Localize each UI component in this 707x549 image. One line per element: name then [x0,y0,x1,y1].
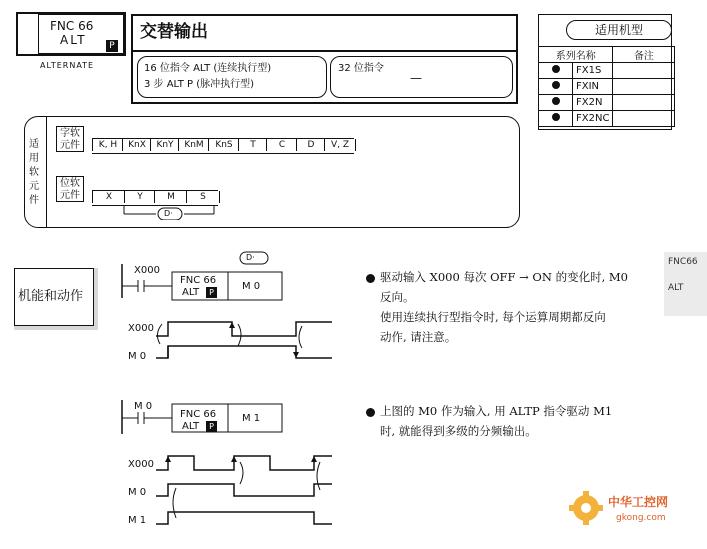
bullet2-line1: 上图的 M0 作为输入, 用 ALTP 指令驱动 M1 [380,404,613,418]
table-row [539,79,675,95]
model-name: FX2N [573,95,613,111]
word-cell: D [296,139,325,151]
p-badge: P [106,40,118,52]
word-cells [92,138,354,154]
bullet-dot-icon [366,408,375,417]
bit-cell: Y [124,191,155,203]
table-row [539,63,675,79]
operand-side-label: 适用软元件 [29,139,39,206]
model-name: FXIN [573,79,613,95]
inst16-line2: 3 步 ALT P (脉冲执行型) [144,79,255,90]
model-name: FX1S [573,63,613,79]
models-col-note: 备注 [613,47,675,63]
timing1-sig1: X000 [128,323,154,334]
bullet1-line3: 使用连续执行型指令时, 每个运算周期都反向 [380,310,606,324]
fnc-mnemonic: ALT [60,33,87,47]
bullet-dot-icon [366,274,375,283]
watermark-line1: 中华工控网 [608,495,669,509]
timing2-sig3: M 1 [128,515,147,526]
models-table [538,46,675,127]
operand-panel [24,116,520,228]
arrow-icon [238,324,241,346]
word-cell: KnM [178,139,209,151]
watermark-line2: gkong.com [616,513,666,523]
ladder1-operand: M 0 [242,281,261,292]
bullet1-line4: 动作, 请注意。 [380,330,457,344]
supported-dot-icon [552,97,560,105]
arrow-icon [157,324,162,344]
model-name: FX2NC [573,111,613,127]
models-title: 适用机型 [566,20,672,40]
ladder1-contact: X000 [134,265,160,276]
page-title: 交替输出 [140,22,208,42]
word-cell: T [238,139,267,151]
arrow-icon [299,326,302,348]
ladder1-marker: D· [246,253,255,262]
models-col-series: 系列名称 [539,47,613,63]
bit-label: 位软元件 [56,176,84,202]
inst16-line1: 16 位指令 ALT (连续执行型) [144,63,272,74]
gear-icon [568,490,604,526]
ladder1-p: P [206,287,217,298]
timing1-sig2: M 0 [128,351,147,362]
word-cell: KnY [150,139,179,151]
table-row [539,111,675,127]
word-cell: KnS [208,139,239,151]
fnc-code: FNC 66 [50,19,94,33]
ladder2-contact: M 0 [134,401,153,412]
ladder1-fnc: FNC 66 [180,275,217,286]
ladder2-fnc: FNC 66 [180,409,217,420]
bullet1-line1: 驱动输入 X000 每次 OFF → ON 的变化时, M0 [380,270,628,284]
ladder2-p: P [206,421,217,432]
word-cell: C [266,139,297,151]
arrow-icon [173,488,176,518]
supported-dot-icon [552,65,560,73]
title-divider [132,50,517,52]
arrow-icon [240,462,243,484]
word-cell: KnX [122,139,151,151]
timing2-sig1: X000 [128,459,154,470]
table-row [539,95,675,111]
supported-dot-icon [552,113,560,121]
operand-side-divider [46,117,47,227]
timing2-sig2: M 0 [128,487,147,498]
timing-diagram-1 [118,310,338,370]
inst32-value: — [410,71,422,85]
arrow-icon [317,462,320,490]
bit-marker: D· [164,209,173,218]
supported-dot-icon [552,81,560,89]
bullet1-line2: 反向。 [380,290,415,304]
word-cell: V, Z [324,139,356,151]
bullet2-line2: 时, 就能得到多级的分频输出。 [380,424,537,438]
section-label: 机能和动作 [18,289,84,304]
inst32-label: 32 位指令 [338,63,384,74]
word-cell: K, H [92,139,123,151]
side-tab-code: FNC66 [668,257,698,267]
bit-cell: S [186,191,220,203]
word-label: 字软元件 [56,126,84,152]
ladder2-operand: M 1 [242,413,261,424]
bit-cell: X [92,191,125,203]
english-name: ALTERNATE [40,61,95,70]
ladder1-alt: ALT [182,287,200,298]
ladder2-alt: ALT [182,421,200,432]
bit-cell: M [154,191,187,203]
side-tab-name: ALT [668,283,684,293]
